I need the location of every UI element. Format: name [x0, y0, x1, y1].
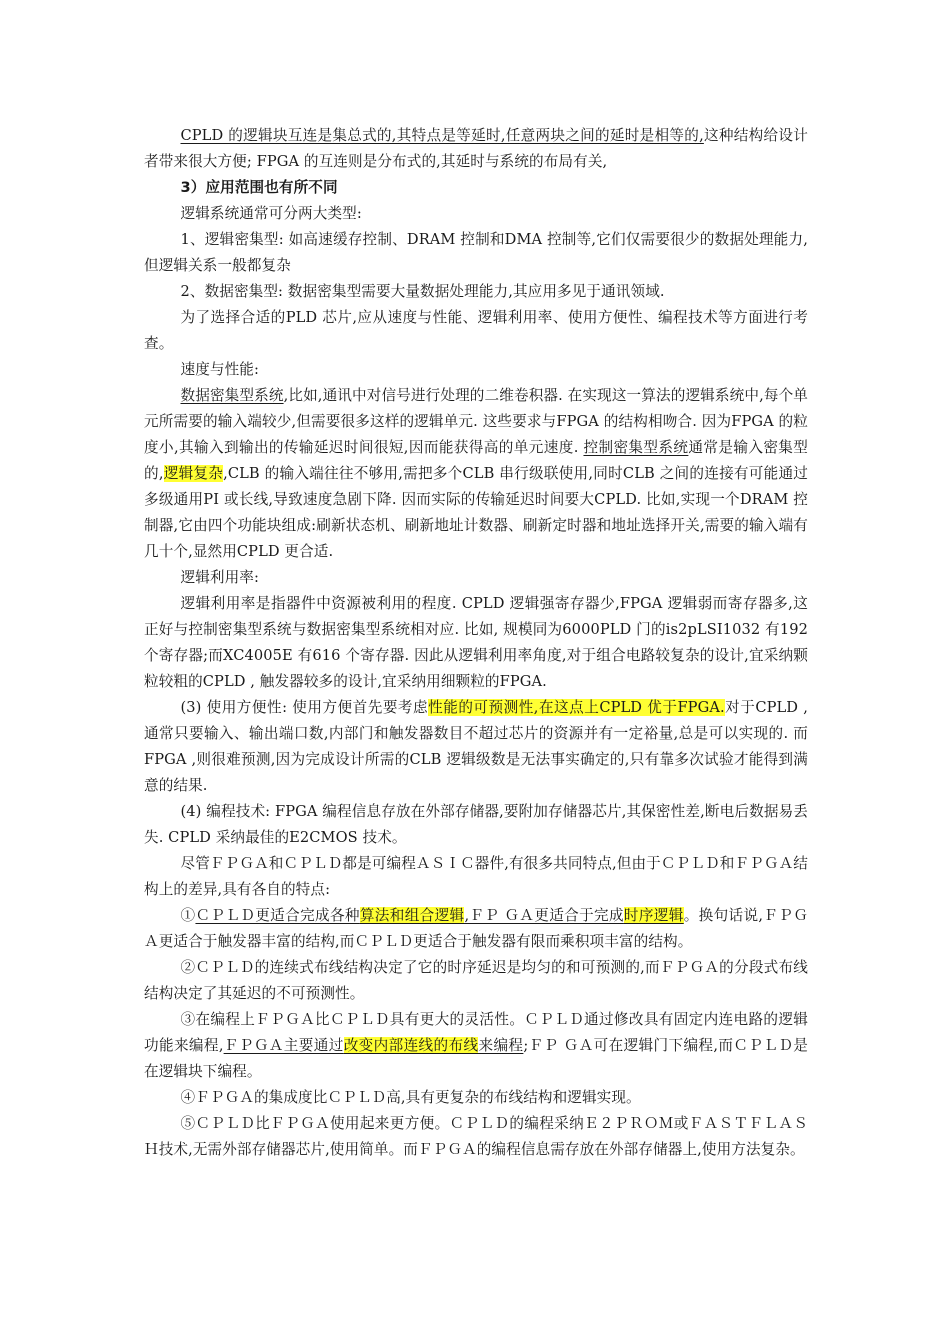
highlighted-text: 算法和组合逻辑 — [359, 907, 465, 924]
text-run: ,CLB 的输入端往往不够用,需把多个CLB 串行级联使用,同时CLB 之间的连接有可能通过多级通用PI 或长线,导致速度急剧下降. 因而实际的传输延迟时间要大CPLD. 比如,实现一个DRAM 控制器,它由四个功能块组成:刷新状态机、刷新地址计数器、刷新定时器和地址选择开关,需要的输入端有几十个,显然用CPLD 更合适. — [144, 465, 808, 560]
text-run: ②ＣＰＬＤ的连续式布线结构决定了它的时序延迟是均匀的和可预测的,而ＦＰＧＡ的分段式布线结构决定了其延迟的不可预测性。 — [144, 959, 808, 1002]
highlighted-text: 性能的可预测性,在这点上CPLD 优于FPGA. — [428, 699, 725, 716]
text-run: ⑤ＣＰＬＤ比ＦＰＧＡ使用起来更方便。ＣＰＬＤ的编程采纳Ｅ２ＰＲＯＭ或ＦＡＳＴＦＬＡＳＨ技术,无需外部存储器芯片,使用简单。而ＦＰＧＡ的编程信息需存放在外部存储器上,使用方法复杂。 — [144, 1115, 808, 1158]
underlined-text: ＦＰＧＡ主要通过 — [223, 1037, 344, 1054]
underlined-text: ,ＦＰ ＧＡ更适合于完成 — [464, 907, 624, 924]
paragraph — [144, 227, 808, 279]
underlined-text: 控制密集型系统 — [583, 439, 689, 456]
text-run: 逻辑系统通常可分两大类型: — [180, 205, 362, 222]
text-run: 为了选择合适的PLD 芯片,应从速度与性能、逻辑利用率、使用方便性、编程技术等方面进行考查。 — [144, 309, 808, 352]
highlighted-text: 改变内部连线的布线 — [343, 1037, 479, 1054]
underlined-text: CPLD 的逻辑块互连是集总式的,其特点是等延时,任意两块之间的延时是相等的, — [180, 127, 704, 144]
paragraph — [144, 305, 808, 357]
paragraph — [144, 123, 808, 175]
paragraph — [144, 1085, 808, 1111]
paragraph — [144, 201, 808, 227]
text-run: 逻辑利用率是指器件中资源被利用的程度. CPLD 逻辑强寄存器少,FPGA 逻辑弱而寄存器多,这正好与控制密集型系统与数据密集型系统相对应. 比如, 规模同为6000PLD 门的is2pLSI1032 有192 个寄存器;而XC4005E 有616 个寄存器. 因此从逻辑利用率角度,对于组合电路较复杂的设计,宜采纳颗粒较粗的CPLD , 触发器较多的设计,宜采纳用细颗粒的FPGA. — [144, 595, 808, 690]
text-run: 尽管ＦＰＧＡ和ＣＰＬＤ都是可编程ＡＳＩＣ器件,有很多共同特点,但由于ＣＰＬＤ和ＦＰＧＡ结构上的差异,具有各自的特点: — [144, 855, 808, 898]
paragraph — [144, 695, 808, 799]
paragraph — [144, 565, 808, 591]
highlighted-text: 逻辑复杂 — [163, 465, 224, 482]
text-run: 对于CPLD ,通常只要输入、输出端口数,内部门和触发器数目不超过芯片的资源并有一定裕量,总是可以实现的. 而FPGA ,则很难预测,因为完成设计所需的CLB 逻辑级数是无法事实确定的,只有靠多次试验才能得到满意的结果. — [144, 699, 808, 794]
text-run: 3）应用范围也有所不同 — [180, 179, 338, 196]
paragraph — [144, 279, 808, 305]
paragraph — [144, 357, 808, 383]
text-run: ;ＦＰ ＧＡ可在逻辑门下编程,而ＣＰＬＤ是在逻辑块下编程。 — [144, 1037, 808, 1080]
paragraph — [144, 1007, 808, 1085]
text-run: 这种结构给设计者带来很大方便; FPGA 的互连则是分布式的,其延时与系统的布局有关, — [144, 127, 808, 170]
paragraph — [144, 591, 808, 695]
text-run: 1、逻辑密集型: 如高速缓存控制、DRAM 控制和DMA 控制等,它们仅需要很少的数据处理能力,但逻辑关系一般都复杂 — [144, 231, 808, 274]
text-run: (4) 编程技术: FPGA 编程信息存放在外部存储器,要附加存储器芯片,其保密性差,断电后数据易丢失. CPLD 采纳最佳的E2CMOS 技术。 — [144, 803, 808, 846]
text-run: 逻辑利用率: — [180, 569, 259, 586]
underlined-text: 数据密集型系统 — [180, 387, 284, 404]
paragraph — [144, 955, 808, 1007]
highlighted-text: 时序逻辑 — [623, 907, 684, 924]
text-run: ,比如,通讯中对信号进行处理的二维卷积器. 在实现这一算法的逻辑系统中,每个单元所需要的输入端较少,但需要很多这样的逻辑单元. 这些要求与FPGA 的结构相吻合. 因为FPGA 的粒度小,其输入到输出的传输延迟时间很短,因而能获得高的单元速度. — [144, 387, 808, 456]
text-run: 速度与性能: — [180, 361, 259, 378]
text-run: ③在编程上ＦＰＧＡ比ＣＰＬＤ具有更大的灵活性。ＣＰＬＤ通过修改具有固定内连电路的逻辑功能来编程, — [144, 1011, 808, 1054]
section-heading — [144, 175, 808, 201]
text-run: 2、数据密集型: 数据密集型需要大量数据处理能力,其应用多见于通讯领域. — [180, 283, 665, 300]
underlined-text: 来编程 — [478, 1037, 524, 1054]
underlined-text: ＣＰＬＤ更适合完成各种 — [195, 907, 360, 924]
paragraph — [144, 1111, 808, 1163]
text-run: (3) 使用方便性: 使用方便首先要考虑 — [180, 699, 429, 716]
document-body — [144, 123, 808, 1163]
paragraph — [144, 851, 808, 903]
text-run: 通常是输入密集型的, — [144, 439, 808, 482]
text-run: 。换句话说,ＦＰＧＡ更适合于触发器丰富的结构,而ＣＰＬＤ更适合于触发器有限而乘积项丰富的结构。 — [144, 907, 809, 950]
text-run: ④ＦＰＧＡ的集成度比ＣＰＬＤ高,具有更复杂的布线结构和逻辑实现。 — [180, 1089, 641, 1106]
paragraph — [144, 383, 808, 565]
paragraph — [144, 903, 808, 955]
paragraph — [144, 799, 808, 851]
text-run: ① — [180, 907, 196, 924]
